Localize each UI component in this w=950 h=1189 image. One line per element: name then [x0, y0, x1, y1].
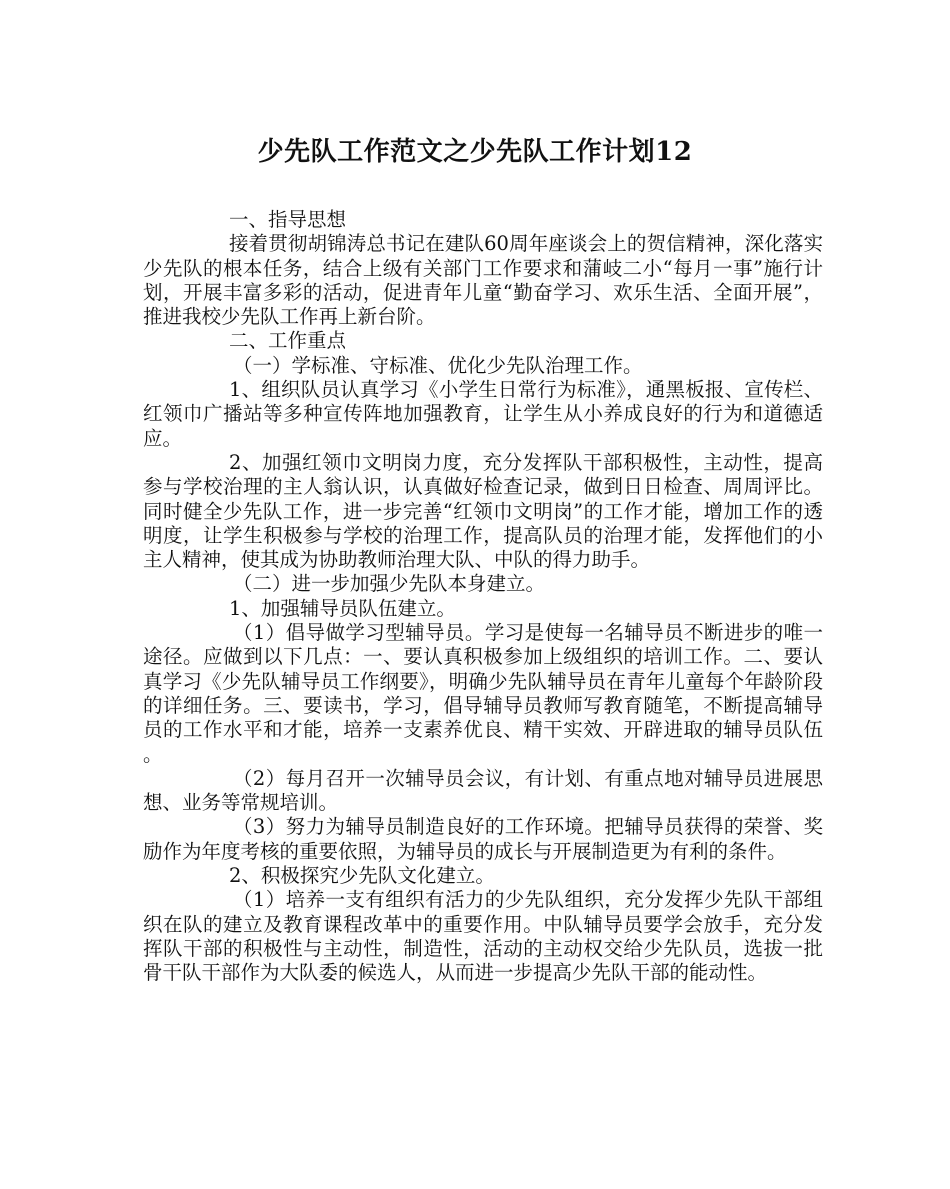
paragraph: （3）努力为辅导员制造良好的工作环境。把辅导员获得的荣誉、奖励作为年度考核的重要依照，为辅导员的成长与开展制造更为有利的条件。 [143, 815, 823, 863]
subsection-heading: （一）学标准、守标准、优化少先队治理工作。 [233, 353, 643, 377]
section-heading: 二、工作重点 [229, 329, 347, 353]
document-body [143, 208, 823, 986]
paragraph: 接着贯彻胡锦涛总书记在建队60周年座谈会上的贺信精神，深化落实少先队的根本任务，结合上级有关部门工作要求和蒲岐二小“每月一事”施行计划，开展丰富多彩的活动，促进青年儿童“勤奋学习、欢乐生活、全面开展”，推进我校少先队工作再上新台阶。 [143, 232, 823, 329]
document-title: 少先队工作范文之少先队工作计划12 [257, 137, 693, 167]
paragraph: 1、组织队员认真学习《小学生日常行为标准》，通黑板报、宣传栏、红领巾广播站等多种宣传阵地加强教育，让学生从小养成良好的行为和道德适应。 [143, 378, 823, 450]
paragraph: （2）每月召开一次辅导员会议，有计划、有重点地对辅导员进展思想、业务等常规培训。 [143, 766, 823, 815]
paragraph: 2、积极探究少先队文化建立。 [229, 864, 495, 888]
section-heading: 一、指导思想 [229, 208, 347, 231]
subsection-heading: （二）进一步加强少先队本身建立。 [233, 572, 546, 596]
paragraph: （1）倡导做学习型辅导员。学习是使每一名辅导员不断进步的唯一途径。应做到以下几点：一、要认真积极参加上级组织的培训工作。二、要认真学习《少先队辅导员工作纲要》，明确少先队辅导员在青年儿童每个年龄阶段的详细任务。三、要读书，学习，倡导辅导员教师写教育随笔，不断提高辅导员的工作水平和才能，培养一支素养优良、精干实效、开辟进取的辅导员队伍。 [143, 621, 823, 766]
paragraph: 1、加强辅导员队伍建立。 [229, 596, 456, 620]
paragraph: （1）培养一支有组织有活力的少先队组织，充分发挥少先队干部组织在队的建立及教育课程改革中的重要作用。中队辅导员要学会放手，充分发挥队干部的积极性与主动性，制造性，活动的主动权交给少先队员，选拔一批骨干队干部作为大队委的候选人，从而进一步提高少先队干部的能动性。 [143, 888, 823, 985]
paragraph: 2、加强红领巾文明岗力度，充分发挥队干部积极性，主动性，提高参与学校治理的主人翁认识，认真做好检查记录，做到日日检查、周周评比。同时健全少先队工作，进一步完善“红领巾文明岗”的工作才能，增加工作的透明度，让学生积极参与学校的治理工作，提高队员的治理才能，发挥他们的小主人精神，使其成为协助教师治理大队、中队的得力助手。 [143, 450, 823, 572]
